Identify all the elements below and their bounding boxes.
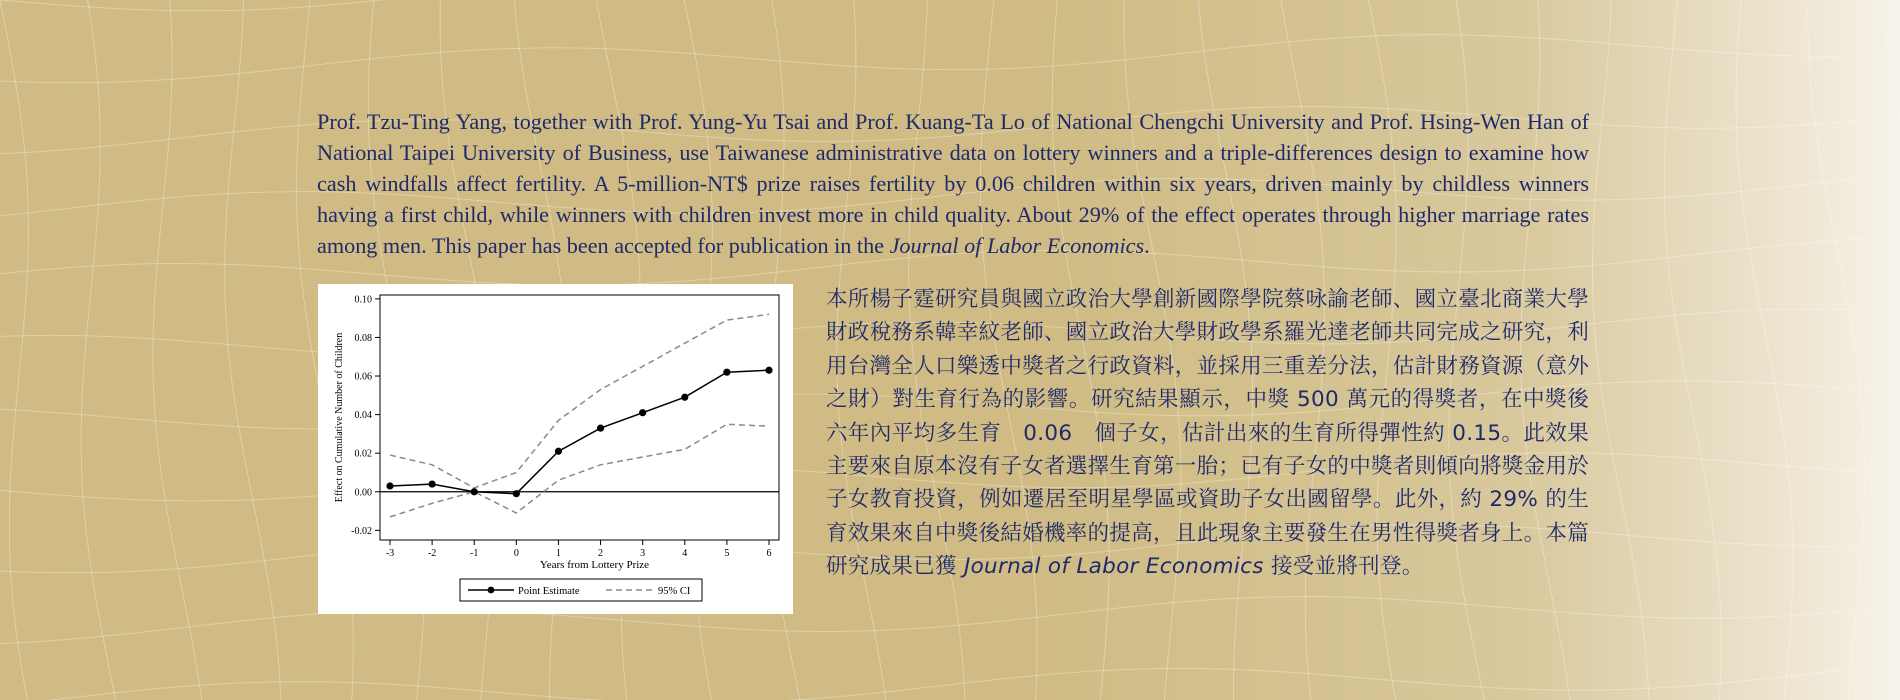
point-estimate-marker <box>723 369 730 376</box>
grid-line-horizontal <box>0 35 1900 83</box>
legend-point-estimate-marker <box>488 587 495 594</box>
grid-line-vertical <box>0 0 29 700</box>
chinese-description <box>826 283 1589 584</box>
x-tick-label: 3 <box>640 548 646 559</box>
y-tick-label: 0.00 <box>354 487 372 499</box>
x-tick-label: 4 <box>682 548 688 559</box>
grid-line-vertical <box>1808 0 1865 700</box>
x-tick-label: 0 <box>513 548 519 559</box>
grid-line-vertical <box>1664 0 1721 700</box>
point-estimate-marker <box>513 490 520 497</box>
x-axis-label: Years from Lottery Prize <box>539 559 650 571</box>
point-estimate-marker <box>471 488 478 495</box>
x-tick-label: -1 <box>470 548 479 559</box>
y-axis-label: Effect on Cumulative Number of Children <box>334 332 345 503</box>
chinese-body: 本所楊子霆研究員與國立政治大學創新國際學院蔡咏諭老師、國立臺北商業大學財政稅務系韓幸紋老師、國立政治大學財政學系羅光達老師共同完成之研究，利用台灣全人口樂透中獎者之行政資料，並採用三重差分法，估計財務資源（意外之財）對生育行為的影響。研究結果顯示，中獎 500 萬元的得獎者，在中獎後六年內平均多生育 0.06 個子女，估計出來的生育所得彈性約 0.15。此效果主要來自原本沒有子女者選擇生育第一胎；已有子女的中獎者則傾向將獎金用於子女教育投資，例如遷居至明星學區或資助子女出國留學。此外，約 29% 的生育效果來自中獎後結婚機率的提高，且此現象主要發生在男性得獎者身上。本篇研究成果已獲 <box>826 287 1590 580</box>
y-tick-label: 0.06 <box>354 371 372 383</box>
plot-frame <box>380 295 779 540</box>
grid-line-vertical <box>1593 0 1650 700</box>
ci-lower-line <box>390 424 769 517</box>
english-description <box>317 106 1589 261</box>
chinese-end: 接受並將刊登。 <box>1270 554 1424 580</box>
y-tick-label: 0.10 <box>354 294 372 306</box>
legend <box>460 579 702 601</box>
point-estimate-marker <box>639 409 646 416</box>
x-tick-label: -3 <box>385 548 395 559</box>
event-study-chart <box>318 284 793 614</box>
point-estimate-marker <box>765 367 772 374</box>
grid-line-vertical <box>153 0 203 700</box>
y-tick-label: 0.02 <box>354 448 372 460</box>
english-end: . <box>1144 233 1150 258</box>
grid-line-vertical <box>1882 0 1900 700</box>
grid-line-horizontal <box>0 597 1900 644</box>
legend-point-estimate-label: Point Estimate <box>518 586 580 597</box>
grid-line-vertical <box>1736 0 1793 700</box>
x-tick-label: -2 <box>427 548 437 559</box>
point-estimate-marker <box>597 425 604 432</box>
chinese-journal-name: Journal of Labor Economics <box>963 554 1264 580</box>
point-estimate-marker <box>386 482 393 489</box>
grid-line-vertical <box>81 0 117 700</box>
y-tick-label: -0.02 <box>351 525 372 537</box>
x-tick-label: 5 <box>724 548 730 559</box>
x-tick-label: 6 <box>766 548 772 559</box>
chart-svg <box>318 284 793 614</box>
english-body: Prof. Tzu-Ting Yang, together with Prof. Yung-Yu Tsai and Prof. Kuang-Ta Lo of National Chengchi University and Prof. Hsing-Wen Han of National Taipei University of Business, use Taiwanese administrative data on lottery winners and a triple-differences design to examine how cash windfalls affect fertility. A 5-million-NT$ prize raises fertility by 0.06 children within six years, driven mainly by childless winners having a first child, while winners with children invest more in child quality. About 29% of the effect operates through higher marriage rates among men. This paper has been accepted for publication in the <box>317 109 1589 258</box>
legend-ci-label: 95% CI <box>658 586 691 597</box>
x-tick-label: 1 <box>555 548 561 559</box>
point-estimate-line <box>390 370 769 494</box>
x-tick-label: 2 <box>598 548 604 559</box>
point-estimate-marker <box>681 394 688 401</box>
english-journal-name: Journal of Labor Economics <box>889 233 1145 258</box>
point-estimate-marker <box>555 448 562 455</box>
grid-line-vertical <box>225 0 282 700</box>
y-tick-label: 0.08 <box>354 332 372 344</box>
point-estimate-marker <box>429 480 436 487</box>
ci-upper-line <box>390 314 769 488</box>
grid-line-horizontal <box>0 0 1900 11</box>
y-tick-label: 0.04 <box>354 410 372 422</box>
grid-line-horizontal <box>0 663 1900 700</box>
